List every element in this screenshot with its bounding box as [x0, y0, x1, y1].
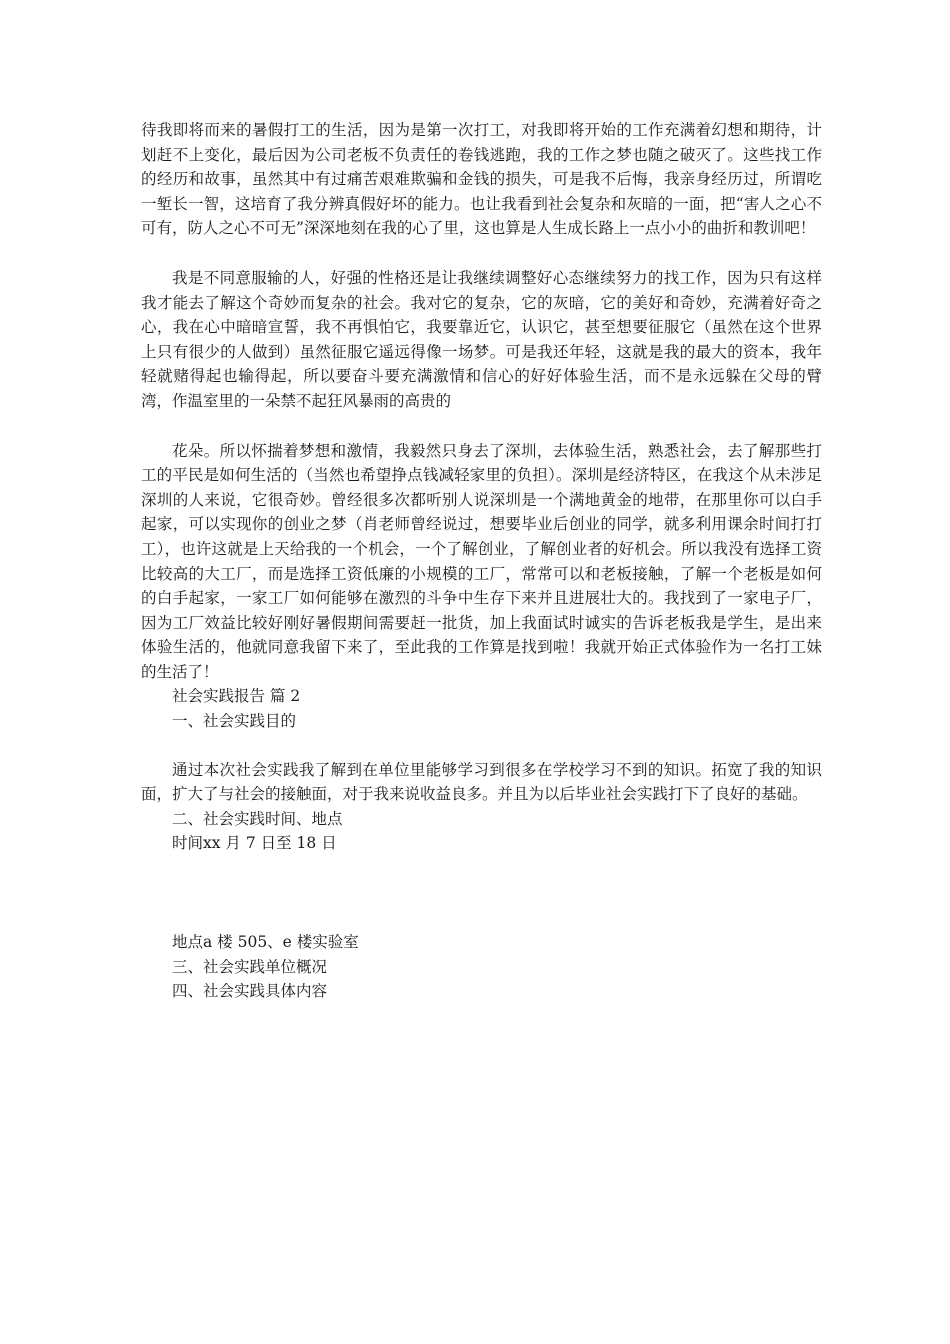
heading-content: 四、社会实践具体内容 [172, 982, 328, 1001]
heading-purpose: 一、社会实践目的 [172, 712, 297, 731]
place-line: 地点a 楼 505、e 楼实验室 [172, 933, 359, 952]
paragraph-determination: 我是不同意服输的人，好强的性格还是让我继续调整好心态继续努力的找工作，因为只有这样我才能去了解这个奇妙而复杂的社会。我对它的复杂，它的灰暗，它的美好和奇妙，充满着好奇之心，我在心中暗暗宣誓，我不再惧怕它，我要靠近它，认识它，甚至想要征服它（虽然在这个世界上只有很少的人做到）虽然征服它遥远得像一场梦。可是我还年轻，这就是我的最大的资本，我年轻就赌得起也输得起，所以要奋斗要充满激情和信心的好好体验生活，而不是永远躲在父母的臂湾，作温室里的一朵禁不起狂风暴雨的高贵的 [141, 268, 822, 410]
heading-unit-overview: 三、社会实践单位概况 [172, 957, 328, 976]
paragraph-shenzhen: 花朵。所以怀揣着梦想和激情，我毅然只身去了深圳，去体验生活，熟悉社会，去了解那些打工的平民是如何生活的（当然也希望挣点钱减轻家里的负担）。深圳是经济特区，在我这个从未涉足深圳的人来说，它很奇妙。曾经很多次都听别人说深圳是一个满地黄金的地带，在那里你可以白手起家，可以实现你的创业之梦（肖老师曾经说过，想要毕业后创业的同学，就多利用课余时间打打工），也许这就是上天给我的一个机会，一个了解创业，了解创业者的好机会。所以我没有选择工资比较高的大工厂，而是选择工资低廉的小规模的工厂，常常可以和老板接触，了解一个老板是如何的白手起家，一家工厂如何能够在激烈的斗争中生存下来并且进展壮大的。我找到了一家电子厂，因为工厂效益比较好刚好暑假期间需要赶一批货，加上我面试时诚实的告诉老板我是学生，是出来体验生活的，他就同意我留下来了，至此我的工作算是找到啦！我就开始正式体验作为一名打工妹的生活了！ [141, 441, 822, 681]
paragraph-purpose: 通过本次社会实践我了解到在单位里能够学习到很多在学校学习不到的知识。拓宽了我的知识面，扩大了与社会的接触面，对于我来说收益良多。并且为以后毕业社会实践打下了良好的基础。 [141, 760, 822, 804]
time-line: 时间xx 月 7 日至 18 日 [172, 834, 337, 853]
paragraph-summer-job: 待我即将而来的暑假打工的生活，因为是第一次打工，对我即将开始的工作充满着幻想和期待，计划赶不上变化，最后因为公司老板不负责任的卷钱逃跑，我的工作之梦也随之破灭了。这些找工作的经历和故事，虽然其中有过痛苦艰难欺骗和金钱的损失，可是我不后悔，我亲身经历过，所谓吃一堑长一智，这培育了我分辨真假好坏的能力。也让我看到社会复杂和灰暗的一面，把“害人之心不可有，防人之心不可无”深深地刻在我的心了里，这也算是人生成长路上一点小小的曲折和教训吧！ [141, 121, 822, 238]
document-body [141, 118, 822, 1004]
section-title: 社会实践报告 篇 2 [172, 687, 301, 706]
heading-time-place: 二、社会实践时间、地点 [172, 809, 343, 828]
